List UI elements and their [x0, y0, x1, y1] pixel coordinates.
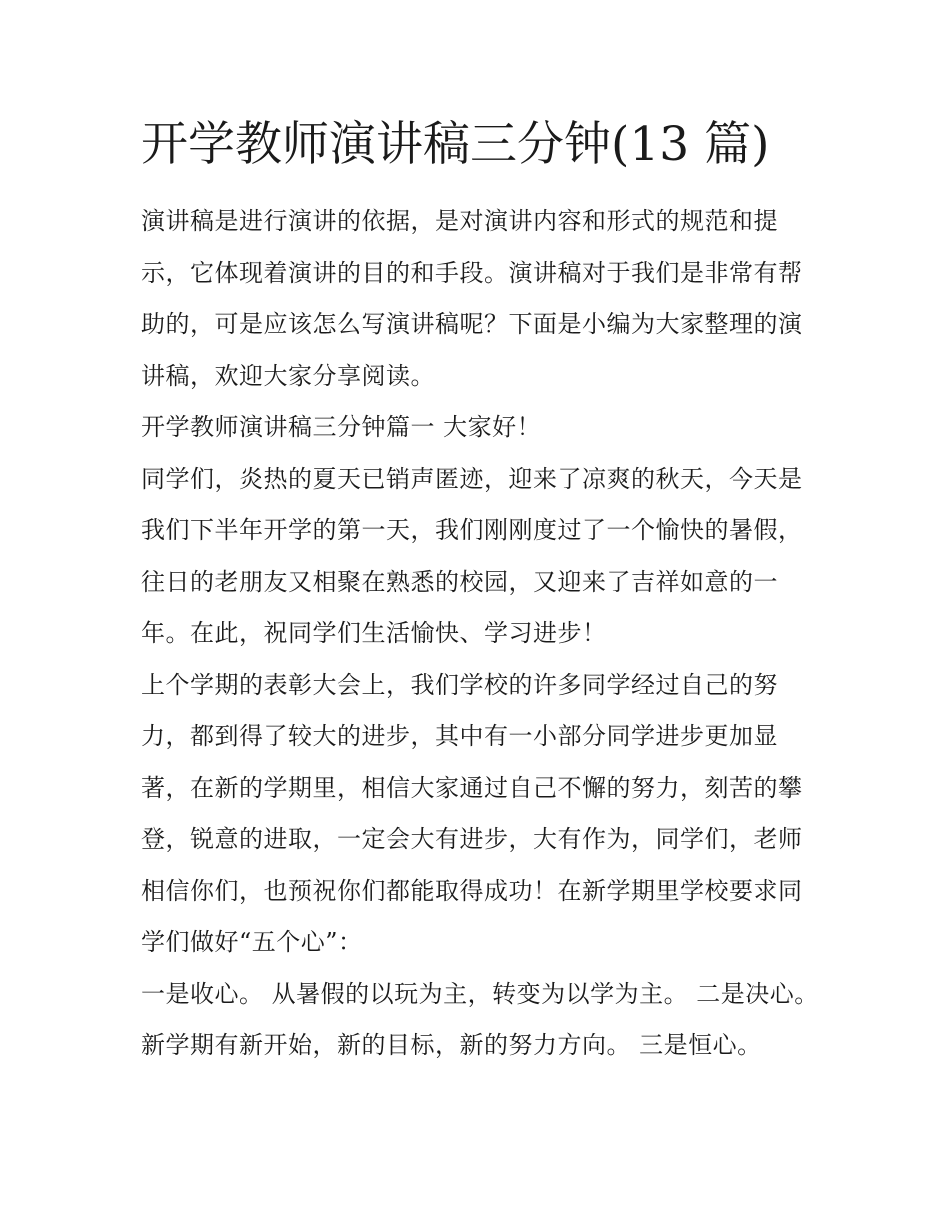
paragraph-greeting: 开学教师演讲稿三分钟篇一 大家好！: [141, 413, 542, 441]
document-title: 开学教师演讲稿三分钟(13 篇): [141, 117, 770, 172]
paragraph-five-hearts: 一是收心。 从暑假的以玩为主，转变为以学为主。 二是决心。 新学期有新开始，新的目标，新的努力方向。 三是恒心。: [141, 979, 819, 1059]
document-body: [141, 112, 821, 1072]
paragraph-encouragement: 上个学期的表彰大会上，我们学校的许多同学经过自己的努力，都到得了较大的进步，其中有一小部分同学进步更加显著，在新的学期里，相信大家通过自己不懈的努力，刻苦的攀登，锐意的进取，一定会大有进步，大有作为，同学们，老师相信你们，也预祝你们都能取得成功！在新学期里学校要求同学们做好“五个心”：: [141, 670, 803, 956]
paragraph-opening: 同学们，炎热的夏天已销声匿迹，迎来了凉爽的秋天，今天是我们下半年开学的第一天，我们刚刚度过了一个愉快的暑假，往日的老朋友又相聚在熟悉的校园，又迎来了吉祥如意的一年。在此，祝同学们生活愉快、学习进步！: [141, 464, 803, 647]
paragraph-intro: 演讲稿是进行演讲的依据，是对演讲内容和形式的规范和提示，它体现着演讲的目的和手段。演讲稿对于我们是非常有帮助的，可是应该怎么写演讲稿呢？下面是小编为大家整理的演讲稿，欢迎大家分享阅读。: [141, 207, 803, 390]
